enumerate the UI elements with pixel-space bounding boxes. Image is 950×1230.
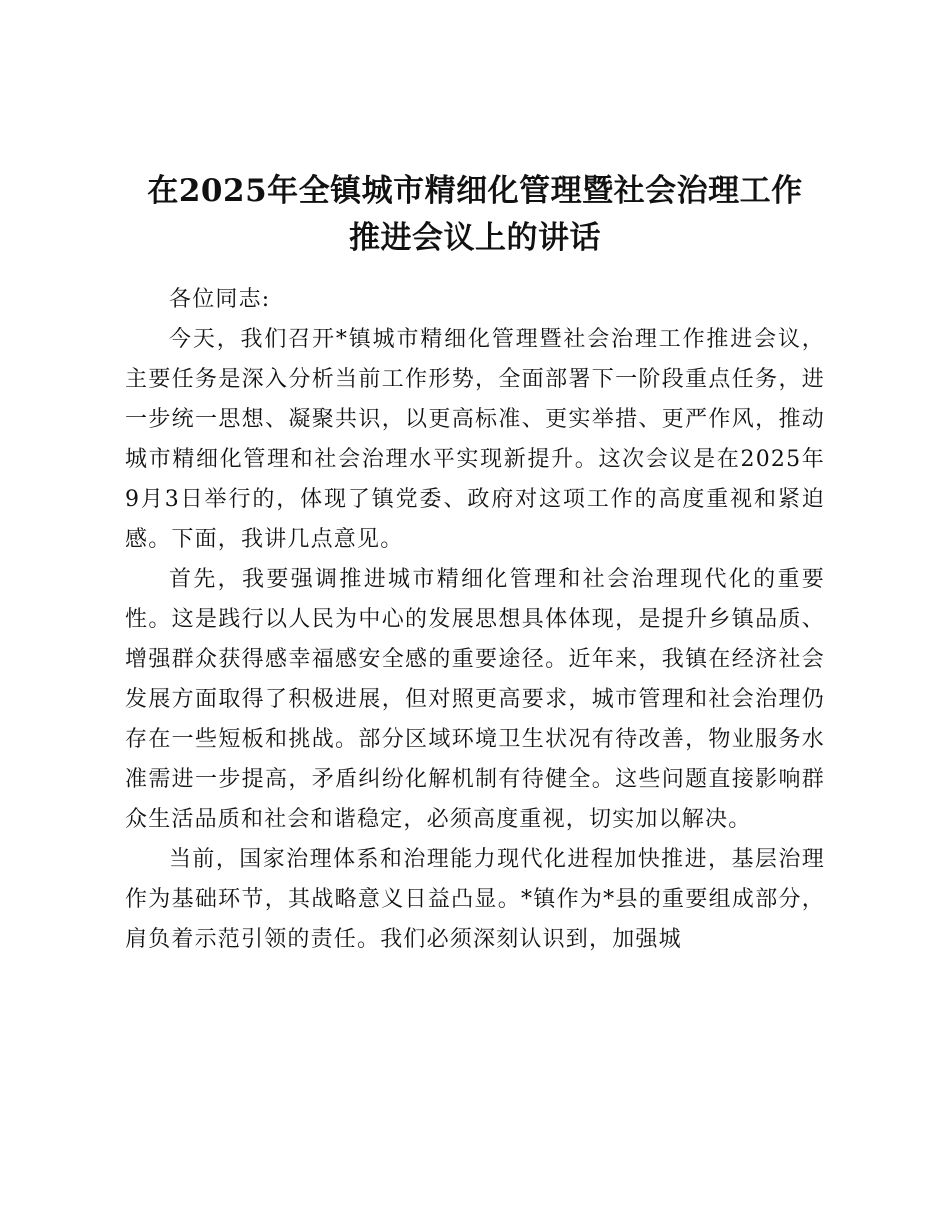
document-title xyxy=(90,168,860,262)
salutation: 各位同志: xyxy=(169,287,271,312)
title-line-2: 推进会议上的讲话 xyxy=(349,220,601,256)
paragraph-3: 当前，国家治理体系和治理能力现代化进程加快推进，基层治理作为基础环节，其战略意义日益凸显。*镇作为*县的重要组成部分，肩负着示范引领的责任。我们必须深刻认识到，加强城 xyxy=(125,847,825,952)
document-body xyxy=(125,280,825,960)
paragraph-1: 今天，我们召开*镇城市精细化管理暨社会治理工作推进会议，主要任务是深入分析当前工作形势，全面部署下一阶段重点任务，进一步统一思想、凝聚共识，以更高标准、更实举措、更严作风，推动城市精细化管理和社会治理水平实现新提升。这次会议是在2025年9月3日举行的，体现了镇党委、政府对这项工作的高度重视和紧迫感。下面，我讲几点意见。 xyxy=(125,327,825,552)
paragraph-2: 首先，我要强调推进城市精细化管理和社会治理现代化的重要性。这是践行以人民为中心的发展思想具体体现，是提升乡镇品质、增强群众获得感幸福感安全感的重要途径。近年来，我镇在经济社会发展方面取得了积极进展，但对照更高要求，城市管理和社会治理仍存在一些短板和挑战。部分区域环境卫生状况有待改善，物业服务水准需进一步提高，矛盾纠纷化解机制有待健全。这些问题直接影响群众生活品质和社会和谐稳定，必须高度重视，切实加以解决。 xyxy=(125,567,825,832)
title-line-1: 在2025年全镇城市精细化管理暨社会治理工作 xyxy=(147,173,803,209)
